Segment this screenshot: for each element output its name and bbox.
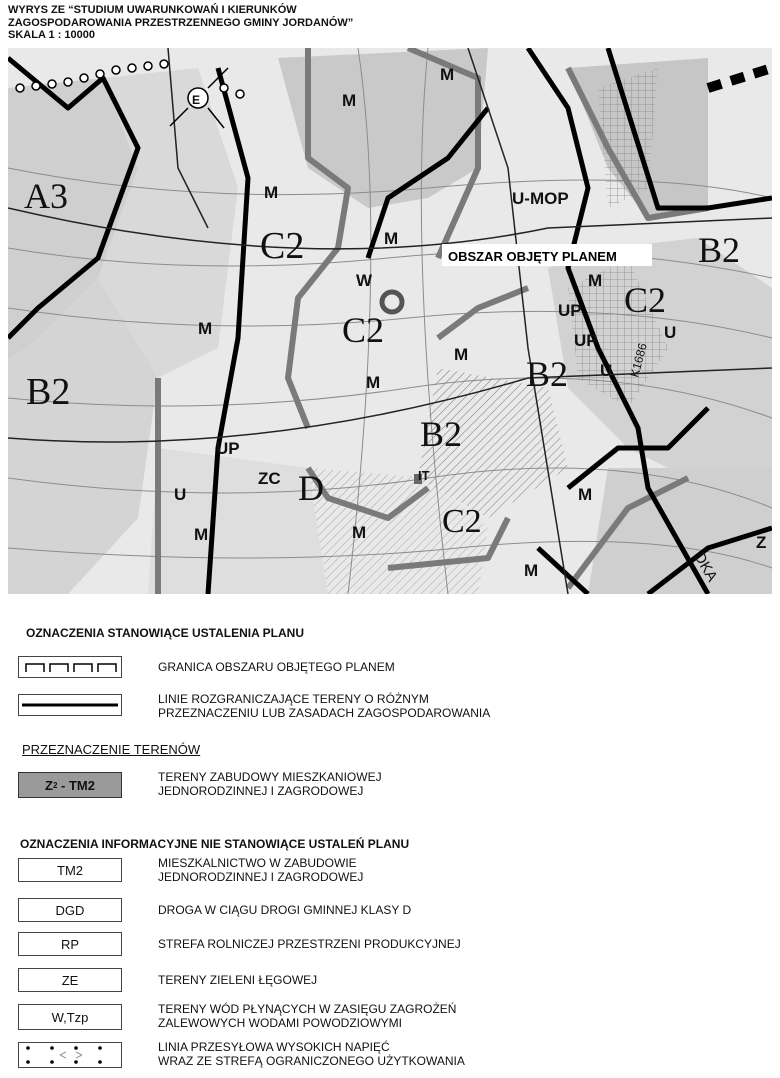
- legend-row-rp: [18, 932, 768, 962]
- desc-division-lines-1: LINIE ROZGRANICZAJĄCE TERENY O RÓŻNYM: [158, 692, 429, 706]
- label-c2-center: C2: [342, 310, 385, 350]
- label-w: W: [356, 271, 373, 290]
- z2-suffix: - TM2: [57, 777, 95, 793]
- desc-tm2: [158, 856, 363, 884]
- label-u3: U: [174, 485, 187, 504]
- label-up2: UP: [574, 331, 598, 350]
- label-up1: UP: [558, 301, 582, 320]
- label-m11: M: [352, 523, 367, 542]
- label-m9: M: [578, 485, 593, 504]
- label-it: IT: [418, 468, 430, 483]
- legend-row-boundary: [18, 656, 768, 686]
- desc-wtzp: [158, 1002, 456, 1030]
- label-m1: M: [440, 65, 455, 84]
- z2-subscript: 2: [52, 780, 58, 790]
- legend-row-lines: [18, 692, 768, 728]
- label-u1: U: [664, 323, 677, 342]
- label-road-k1686: K1686: [627, 341, 650, 379]
- desc-power-line: [158, 1040, 465, 1068]
- symbol-tm2: TM2: [18, 858, 122, 882]
- desc-tm2-1: MIESZKALNICTWO W ZABUDOWIE: [158, 856, 357, 870]
- header-scale: SKALA 1 : 10000: [8, 29, 96, 41]
- label-m8: M: [588, 271, 603, 290]
- desc-dgd: DROGA W CIĄGU DROGI GMINNEJ KLASY D: [158, 903, 412, 917]
- desc-power-line-1: LINIA PRZESYŁOWA WYSOKICH NAPIĘĆ: [158, 1040, 390, 1054]
- desc-power-line-2: WRAZ ZE STREFĄ OGRANICZONEGO UŻYTKOWANIA: [158, 1054, 465, 1068]
- label-up3: UP: [216, 439, 240, 458]
- desc-division-lines: [158, 692, 490, 720]
- map-extract-header: [8, 4, 353, 42]
- desc-tm2-2: JEDNORODZINNEJ I ZAGRODOWEJ: [158, 870, 364, 884]
- label-b2-right: B2: [698, 230, 741, 270]
- symbol-power-line: [18, 1042, 122, 1068]
- label-u2: U: [600, 361, 613, 380]
- label-zc: ZC: [258, 469, 281, 488]
- desc-z2-2: JEDNORODZINNEJ I ZAGRODOWEJ: [158, 784, 364, 798]
- label-e: E: [192, 93, 201, 107]
- legend-row-ze: [18, 968, 768, 998]
- label-m3: M: [264, 183, 279, 202]
- symbol-wtzp: W,Tzp: [18, 1004, 122, 1030]
- label-m2: M: [342, 91, 357, 110]
- legend-row-wtzp: [18, 1002, 768, 1036]
- header-line-1: WYRYS ZE “STUDIUM UWARUNKOWAŃ I KIERUNKÓW: [8, 4, 297, 16]
- label-plan-area: OBSZAR OBJĘTY PLANEM: [448, 249, 617, 264]
- label-b2-left: B2: [26, 371, 71, 413]
- desc-z2: [158, 770, 382, 798]
- legend-section-binding: OZNACZENIA STANOWIĄCE USTALENIA PLANU: [26, 626, 304, 640]
- power-line-icon: [20, 1044, 120, 1066]
- label-d: D: [298, 468, 324, 508]
- label-c2-right: C2: [624, 280, 667, 320]
- study-map: [8, 48, 772, 594]
- label-z: Z: [756, 533, 767, 552]
- label-c2-bottom: C2: [442, 503, 482, 540]
- label-m5: M: [198, 319, 213, 338]
- legend-row-z2: [18, 768, 768, 804]
- plan-area-callout: [442, 244, 652, 266]
- desc-z2-1: TERENY ZABUDOWY MIESZKANIOWEJ: [158, 770, 382, 784]
- legend-row-tm2: [18, 856, 768, 888]
- legend-row-dgd: [18, 898, 768, 928]
- desc-division-lines-2: PRZEZNACZENIU LUB ZASADACH ZAGOSPODAROWANIA: [158, 706, 491, 720]
- symbol-ze: ZE: [18, 968, 122, 992]
- legend-section-land-use: PRZEZNACZENIE TERENÓW: [22, 742, 201, 757]
- map-canvas: [8, 48, 772, 594]
- desc-wtzp-1: TERENY WÓD PŁYNĄCYCH W ZASIĘGU ZAGROŻEŃ: [158, 1002, 457, 1016]
- header-line-2: ZAGOSPODAROWANIA PRZESTRZENNEGO GMINY JORDANÓW”: [8, 16, 354, 29]
- symbol-z2-tm2: [18, 772, 122, 798]
- label-m4: M: [384, 229, 399, 248]
- desc-rp: STREFA ROLNICZEJ PRZESTRZENI PRODUKCYJNEJ: [158, 937, 461, 951]
- label-umop: U-MOP: [512, 189, 569, 208]
- symbol-plan-boundary: [18, 656, 122, 678]
- zone-south-east: [588, 468, 772, 594]
- dashed-boundary-icon: [22, 660, 118, 674]
- symbol-division-lines: [18, 694, 122, 716]
- symbol-dgd: DGD: [18, 898, 122, 922]
- symbol-rp: RP: [18, 932, 122, 956]
- legend-row-power-line: [18, 1040, 768, 1074]
- label-m10: M: [194, 525, 209, 544]
- label-m6: M: [454, 345, 469, 364]
- label-b2-mid: B2: [526, 354, 569, 394]
- label-road-dka: DKA: [690, 549, 721, 585]
- label-m7: M: [366, 373, 381, 392]
- label-m12: M: [524, 561, 539, 580]
- label-b2-center: B2: [420, 414, 463, 454]
- thick-line-icon: [22, 698, 118, 712]
- z2-code: Z: [45, 777, 53, 793]
- label-a3: A3: [24, 176, 68, 216]
- desc-plan-boundary: GRANICA OBSZARU OBJĘTEGO PLANEM: [158, 660, 395, 674]
- label-c2-left: C2: [260, 225, 305, 267]
- legend-section-informative: OZNACZENIA INFORMACYJNE NIE STANOWIĄCE USTALEŃ PLANU: [20, 837, 410, 851]
- desc-ze: TERENY ZIELENI ŁĘGOWEJ: [158, 973, 318, 987]
- desc-wtzp-2: ZALEWOWYCH WODAMI POWODZIOWYMI: [158, 1016, 402, 1030]
